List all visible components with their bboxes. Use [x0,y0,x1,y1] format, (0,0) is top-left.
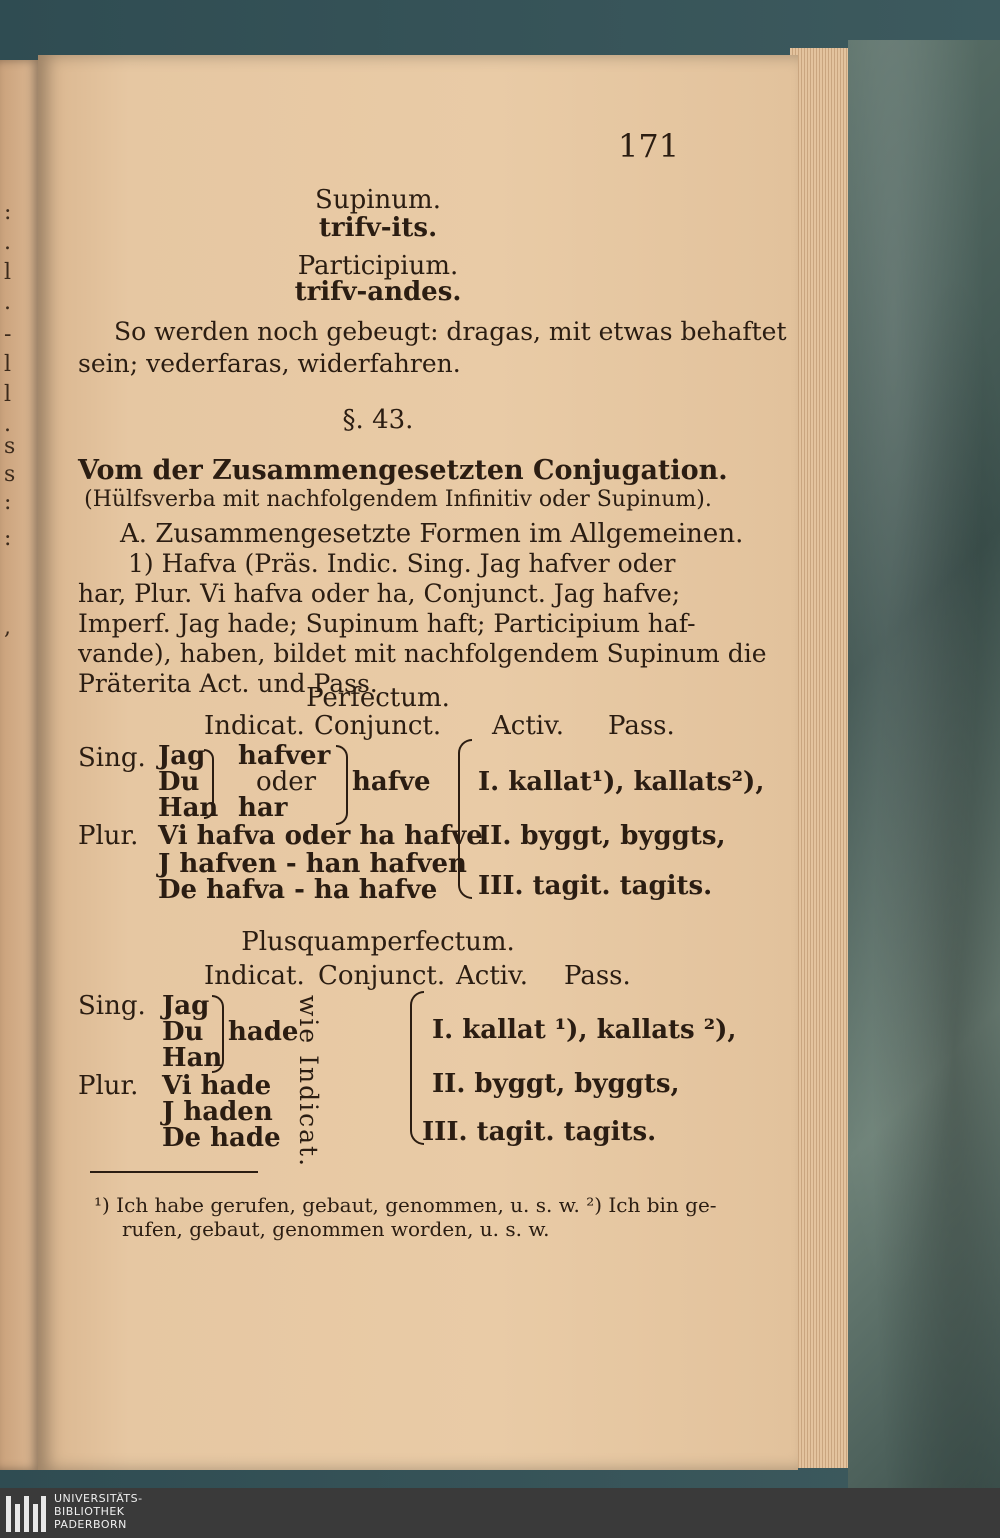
margin-char: s [4,434,16,459]
verb-hafver: hafver [238,741,331,771]
perfectum-header-activ: Activ. [492,711,564,741]
pronoun-han: Han [162,1043,223,1073]
plur-row: De hafva - ha hafve [158,875,438,905]
pronoun-jag: Jag [158,741,206,771]
chapter-subheading: (Hülfsverba mit nachfolgendem Infinitiv oder Supinum). [84,487,712,512]
verb-hade: hade [228,1017,299,1047]
section-number: §. 43. [342,405,414,435]
plusquam-plur-label: Plur. [78,1071,139,1101]
chapter-heading: Vom der Zusammengesetzten Conjugation. [78,455,728,486]
perfectum-plur-label: Plur. [78,821,139,851]
paragraph-line: vande), haben, bildet mit nachfolgendem Supinum die [78,639,767,668]
brace [204,749,214,819]
paragraph-line: So werden noch gebeugt: dragas, mit etwas behaftet [114,317,787,346]
activ-pass-row: I. kallat ¹), kallats ²), [432,1015,737,1045]
plusquam-title: Plusquamperfectum. [241,927,515,957]
library-name-line: PADERBORN [54,1518,127,1531]
perfectum-header-indicat: Indicat. [204,711,305,741]
paragraph-line: Präterita Act. und Pass. [78,669,378,698]
plur-row: Vi hafva oder ha hafve [158,821,483,851]
library-name-line: BIBLIOTHEK [54,1505,125,1518]
section-a-heading: A. Zusammengesetzte Formen im Allgemeinen. [120,519,744,549]
pronoun-du: Du [158,767,200,797]
plusquam-header-pass: Pass. [564,961,631,991]
library-footer [0,1488,1000,1538]
conj-hafve: hafve [352,767,431,797]
wie-indicat-vertical: wie Indicat. [294,995,323,1169]
supinum-title: Supinum. [315,185,441,215]
brace [212,995,224,1073]
margin-char: . [4,412,11,437]
margin-char: - [4,322,12,347]
margin-char: l [4,382,12,407]
plusquam-header-conjunct: Conjunct. [318,961,446,991]
verb-oder: oder [256,767,317,797]
participium-form: trifv-andes. [294,277,462,307]
paragraph-line: har, Plur. Vi hafva oder ha, Conjunct. Jag hafve; [78,579,681,608]
margin-char: : [4,490,12,515]
activ-pass-row: II. byggt, byggts, [478,821,726,851]
plur-row: De hade [162,1123,281,1153]
pronoun-du: Du [162,1017,204,1047]
perfectum-title: Perfectum. [306,683,450,713]
paragraph-line: Imperf. Jag hade; Supinum haft; Participium haf- [78,609,696,638]
activ-pass-row: III. tagit. tagits. [422,1117,657,1147]
margin-char: . [4,290,11,315]
activ-pass-row: II. byggt, byggts, [432,1069,680,1099]
library-name [54,1492,143,1531]
margin-char: . [4,230,11,255]
margin-char: : [4,200,12,225]
plur-row: J haden [162,1097,273,1127]
margin-char: , [4,615,11,640]
verb-har: har [238,793,288,823]
brace [336,745,348,825]
activ-pass-row: III. tagit. tagits. [478,871,713,901]
book-page [38,55,798,1470]
perfectum-header-conjunct: Conjunct. [314,711,442,741]
paragraph-line: 1) Hafva (Präs. Indic. Sing. Jag hafver oder [128,549,676,578]
footnote-rule [90,1171,258,1173]
left-page-edge [0,60,40,1470]
pronoun-han: Han [158,793,219,823]
cover-board [848,40,1000,1488]
margin-char: : [4,526,12,551]
footnote-line: rufen, gebaut, genommen worden, u. s. w. [122,1217,550,1241]
plur-row: Vi hade [162,1071,272,1101]
page-edges [790,48,848,1468]
margin-char: s [4,462,16,487]
perfectum-sing-label: Sing. [78,743,146,773]
participium-title: Participium. [297,251,459,281]
activ-pass-row: I. kallat¹), kallats²), [478,767,765,797]
plur-row: J hafven - han hafven [158,849,467,879]
plusquam-header-indicat: Indicat. [204,961,305,991]
pronoun-jag: Jag [162,991,210,1021]
footnote-line: ¹) Ich habe gerufen, gebaut, genommen, u. s. w. ²) Ich bin ge- [94,1193,717,1217]
plusquam-sing-label: Sing. [78,991,146,1021]
perfectum-header-pass: Pass. [608,711,675,741]
brace [458,739,472,899]
page-number: 171 [618,127,680,165]
plusquam-header-activ: Activ. [456,961,528,991]
margin-char: l [4,260,12,285]
library-name-line: UNIVERSITÄTS- [54,1492,143,1505]
supinum-form: trifv-its. [318,213,438,243]
paragraph-line: sein; vederfaras, widerfahren. [78,349,461,378]
library-logo-icon [6,1496,46,1532]
margin-char: l [4,352,12,377]
